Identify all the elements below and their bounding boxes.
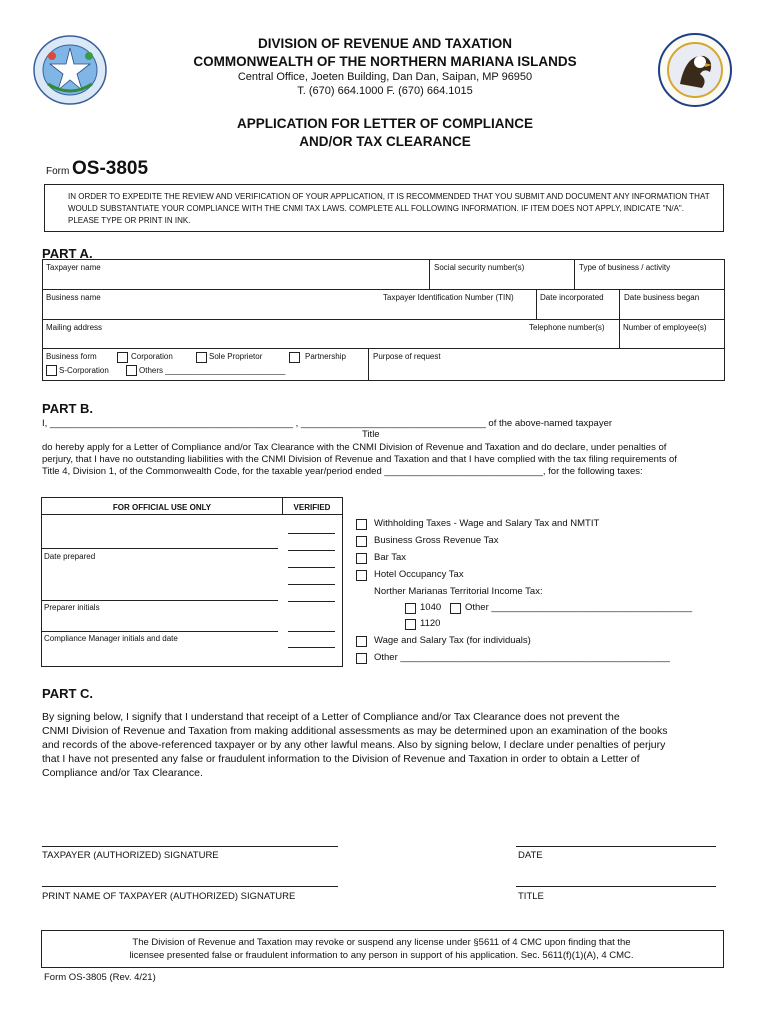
partnership-label: Partnership	[305, 352, 346, 361]
taxpayer-signature-line[interactable]	[42, 846, 338, 847]
s-corporation-checkbox[interactable]	[46, 365, 57, 376]
bar-tax-checkbox[interactable]	[356, 553, 367, 564]
instructions-text: IN ORDER TO EXPEDITE THE REVIEW AND VERIFICATION OF YOUR APPLICATION, IT IS RECOMMENDED THAT YOU SUBMIT AND DOCUMENT ANY INFORMATION THAT WOULD SUBSTANTIATE YOUR COMPLIANCE WITH THE CNMI TAX LAWS. COMPLETE ALL FOLLOWING INFORMATION. IF ITEM DOES NOT APPLY, INDICATE "N/A". PLEASE TYPE OR PRINT IN INK.	[68, 192, 710, 225]
declaration-body-3[interactable]: Title 4, Division 1, of the Commonwealth Code, for the taxable year/period ended ______________________________, for the following taxes:	[42, 466, 643, 477]
form-revision: Form OS-3805 (Rev. 4/21)	[44, 972, 156, 983]
preparer-initials-label: Preparer initials	[44, 603, 100, 612]
tin-field[interactable]: Taxpayer Identification Number (TIN)	[383, 293, 514, 302]
wage-individual-label: Wage and Salary Tax (for individuals)	[374, 635, 531, 646]
form-1120-label: 1120	[420, 618, 441, 629]
part-a-heading: PART A.	[42, 246, 93, 261]
verified-line-3[interactable]	[288, 567, 335, 568]
part-c-text-2: CNMI Division of Revenue and Taxation from making additional assessments as may be determined upon an examination of the books	[42, 725, 668, 737]
hotel-tax-checkbox[interactable]	[356, 570, 367, 581]
print-name-line[interactable]	[42, 886, 338, 887]
notice-box	[41, 930, 724, 968]
gross-revenue-checkbox[interactable]	[356, 536, 367, 547]
part-c-heading: PART C.	[42, 686, 94, 701]
sole-proprietor-label: Sole Proprietor	[209, 352, 263, 361]
nm-income-label: Norther Marianas Territorial Income Tax:	[374, 586, 543, 597]
verified-line-7[interactable]	[288, 647, 335, 648]
withholding-checkbox[interactable]	[356, 519, 367, 530]
form-1040-label: 1040	[420, 602, 442, 613]
verified-line-1[interactable]	[288, 533, 335, 534]
taxpayer-name-field[interactable]: Taxpayer name	[46, 263, 101, 272]
gross-revenue-label: Business Gross Revenue Tax	[374, 535, 499, 546]
declaration-body-1: do hereby apply for a Letter of Compliance and/or Tax Clearance with the CNMI Division of Revenue and Taxation and do declare, under penalties of	[42, 442, 667, 453]
date-incorporated-field[interactable]: Date incorporated	[540, 293, 604, 302]
others-checkbox[interactable]	[126, 365, 137, 376]
other-tax-checkbox[interactable]	[356, 653, 367, 664]
date-line[interactable]	[516, 846, 716, 847]
official-use-heading: FOR OFFICIAL USE ONLY	[112, 503, 212, 512]
compliance-manager-label: Compliance Manager initials and date	[44, 634, 178, 643]
taxpayer-signature-label: TAXPAYER (AUTHORIZED) SIGNATURE	[42, 850, 219, 861]
title-caption: Title	[362, 429, 380, 440]
corporation-checkbox[interactable]	[117, 352, 128, 363]
verified-line-5[interactable]	[288, 601, 335, 602]
verified-heading: VERIFIED	[293, 503, 331, 512]
form-title-line2: AND/OR TAX CLEARANCE	[299, 134, 471, 149]
business-name-field[interactable]: Business name	[46, 293, 101, 302]
other-income-field[interactable]: Other ______________________________________	[465, 602, 693, 613]
employees-field[interactable]: Number of employee(s)	[623, 323, 707, 332]
notice-text-1: The Division of Revenue and Taxation may revoke or suspend any license under §5611 of 4 CMC upon finding that the	[132, 937, 631, 948]
sole-proprietor-checkbox[interactable]	[196, 352, 207, 363]
form-label: Form	[46, 166, 70, 177]
part-c-text-1: By signing below, I signify that I understand that receipt of a Letter of Compliance and/or Tax Clearance does not prevent the	[42, 711, 620, 723]
form-1040-checkbox[interactable]	[405, 603, 416, 614]
header-division: DIVISION OF REVENUE AND TAXATION	[257, 36, 512, 51]
business-type-field[interactable]: Type of business / activity	[579, 263, 671, 272]
wage-individual-checkbox[interactable]	[356, 636, 367, 647]
verified-line-2[interactable]	[288, 550, 335, 551]
part-c-text-5: Compliance and/or Tax Clearance.	[42, 767, 203, 779]
mailing-address-field[interactable]: Mailing address	[46, 323, 103, 332]
partnership-checkbox[interactable]	[289, 352, 300, 363]
form-title-line1: APPLICATION FOR LETTER OF COMPLIANCE	[237, 116, 533, 131]
business-form-label: Business form	[46, 352, 97, 361]
part-a-table	[42, 259, 725, 381]
s-corporation-label: S-Corporation	[59, 366, 109, 375]
corporation-label: Corporation	[131, 352, 173, 361]
part-c-text-4: that I have not presented any false or fraudulent information to the Division of Revenue and Taxation in order to obtain a Letter of	[42, 753, 640, 765]
date-label: DATE	[518, 850, 543, 861]
hotel-tax-label: Hotel Occupancy Tax	[374, 569, 464, 580]
others-label[interactable]: Others ___________________________	[139, 366, 286, 375]
other-income-checkbox[interactable]	[450, 603, 461, 614]
print-name-label: PRINT NAME OF TAXPAYER (AUTHORIZED) SIGNATURE	[42, 891, 296, 902]
part-c-text-3: and records of the above-referenced taxpayer or by any other lawful means. Also by signing below, I declare under penalties of perjury	[42, 739, 666, 751]
verified-line-6[interactable]	[288, 631, 335, 632]
date-began-field[interactable]: Date business began	[624, 293, 700, 302]
other-tax-field[interactable]: Other ___________________________________________________	[374, 652, 670, 663]
withholding-label: Withholding Taxes - Wage and Salary Tax and NMTIT	[374, 518, 600, 529]
part-b-heading: PART B.	[42, 401, 94, 416]
form-1120-checkbox[interactable]	[405, 619, 416, 630]
verified-line-4[interactable]	[288, 584, 335, 585]
telephone-field[interactable]: Telephone number(s)	[529, 323, 605, 332]
date-prepared-label: Date prepared	[44, 552, 96, 561]
purpose-field[interactable]: Purpose of request	[373, 352, 441, 361]
title-line[interactable]	[516, 886, 716, 887]
notice-text-2: licensee presented false or fraudulent information to any person in support of his application. Sec. 5611(f)(1)(A), 4 CMC.	[129, 950, 634, 961]
declaration-body-2: perjury, that I have no outstanding liabilities with the CNMI Division of Revenue and Taxation and that I have complied with the tax filing requirements of	[42, 454, 677, 465]
bar-tax-label: Bar Tax	[374, 552, 407, 563]
header-address: Central Office, Joeten Building, Dan Dan, Saipan, MP 96950	[237, 71, 533, 83]
header-commonwealth: COMMONWEALTH OF THE NORTHERN MARIANA ISLANDS	[193, 54, 577, 69]
title-label: TITLE	[518, 891, 544, 902]
header-phone: T. (670) 664.1000 F. (670) 664.1015	[297, 85, 473, 97]
form-number: OS-3805	[72, 158, 149, 179]
declaration-name-line[interactable]: I, ______________________________________________ , ___________________________________ of the above-named taxpayer	[42, 418, 613, 429]
ssn-field[interactable]: Social security number(s)	[434, 263, 525, 272]
